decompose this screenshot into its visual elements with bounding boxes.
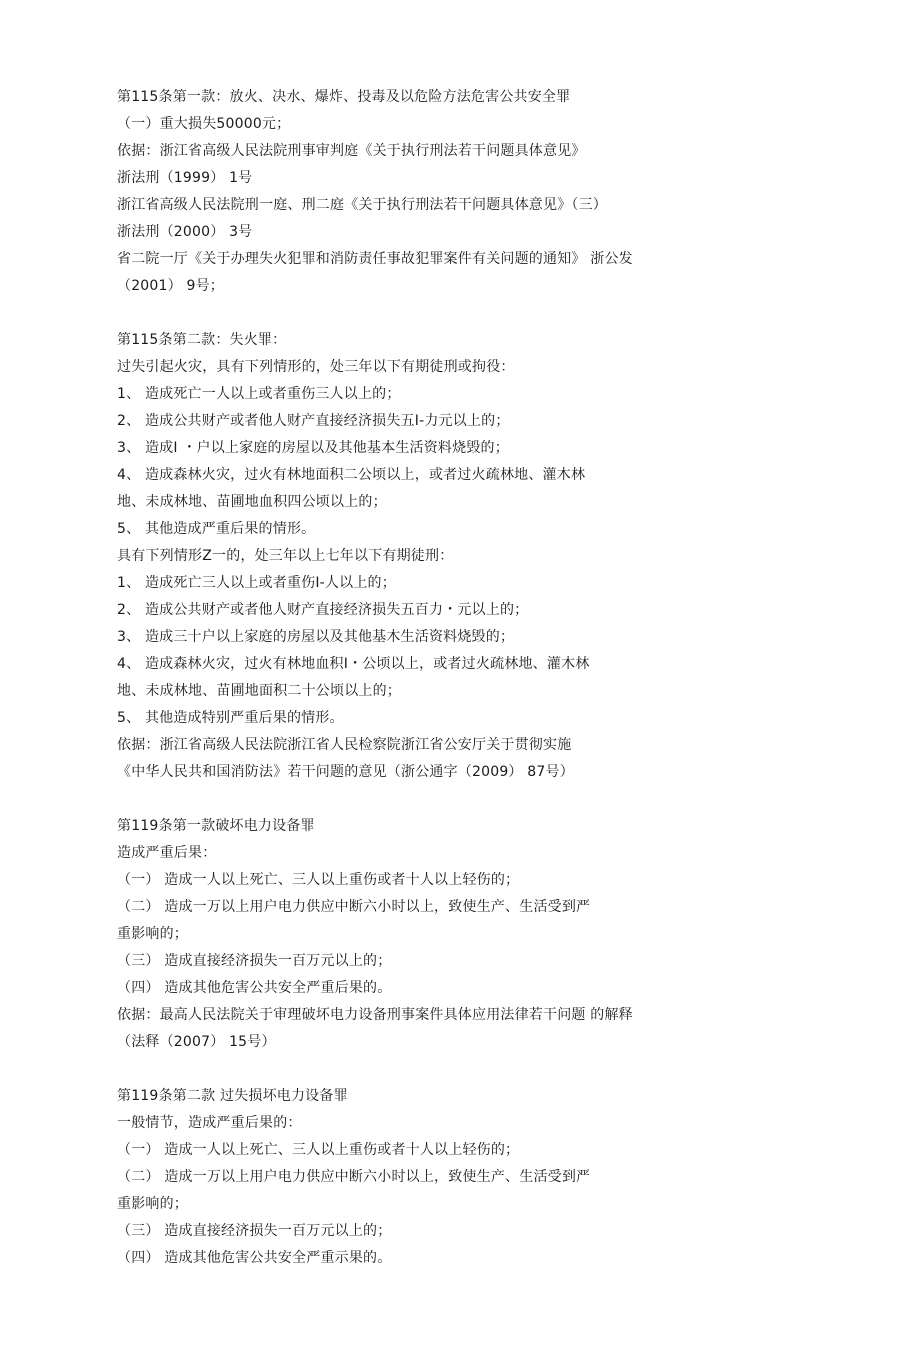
section-article-119-2 — [117, 1083, 797, 1272]
section-heading: 第115条第一款：放火、决水、爆炸、投毒及以危险方法危害公共安全罪 — [117, 89, 571, 105]
text-line: 5、 其他造成严重后果的情形。 — [117, 521, 316, 537]
paragraph-gap — [117, 786, 797, 813]
text-line: 3、 造成I ・户以上家庭的房屋以及其他基本生活资料烧毁的； — [117, 440, 509, 456]
text-line: 依据：最高人民法院关于审理破坏电力设备刑事案件具体应用法律若干问题 的解释 — [117, 1007, 633, 1023]
text-line: （三） 造成直接经济损失一百万元以上的； — [117, 1223, 392, 1239]
paragraph-gap — [117, 1056, 797, 1083]
text-line: 4、 造成森林火灾，过火有林地面积二公顷以上，或者过火疏林地、灌木林 — [117, 467, 586, 483]
text-line: 3、 造成三十户以上家庭的房屋以及其他基木生活资料烧毁的； — [117, 629, 515, 645]
text-line: （一）重大损失50000元； — [117, 116, 291, 132]
text-line: （法释（2007） 15号） — [117, 1034, 276, 1050]
text-line: 浙江省高级人民法院刑一庭、刑二庭《关于执行刑法若干问题具体意见》（三） — [117, 197, 607, 213]
text-line: 浙法刑（1999） 1号 — [117, 170, 253, 186]
text-line: （二） 造成一万以上用户电力供应中断六小时以上，致使生产、生活受到严 — [117, 1169, 591, 1185]
section-article-115-2 — [117, 327, 797, 786]
text-line: （二） 造成一万以上用户电力供应中断六小时以上，致使生产、生活受到严 — [117, 899, 591, 915]
text-line: 地、未成林地、苗圃地面积二十公顷以上的； — [117, 683, 401, 699]
section-article-115-1 — [117, 84, 797, 300]
text-line: 1、 造成死亡三人以上或者重伤I-人以上的； — [117, 575, 396, 591]
section-article-119-1 — [117, 813, 797, 1056]
text-line: 4、 造成森林火灾，过火有林地血积I・公顷以上，或者过火疏林地、灌木林 — [117, 656, 590, 672]
text-line: （一） 造成一人以上死亡、三人以上重伤或者十人以上轻伤的； — [117, 1142, 520, 1158]
text-line: 依据：浙江省高级人民法院浙江省人民检察院浙江省公安厅关于贯彻实施 — [117, 737, 572, 753]
text-line: （四） 造成其他危害公共安全严重示果的。 — [117, 1250, 392, 1266]
text-line: 浙法刑（2000） 3号 — [117, 224, 253, 240]
text-line: 省二院一厅《关于办理失火犯罪和消防责任事故犯罪案件有关问题的通知》 浙公发 — [117, 251, 633, 267]
text-line: 重影响的； — [117, 926, 188, 942]
document-page — [117, 84, 797, 1272]
text-line: 地、未成林地、苗圃地血积四公顷以上的； — [117, 494, 387, 510]
text-line: 2、 造成公共财产或者他人财产直接经济损失五百力・元以上的； — [117, 602, 529, 618]
text-line: 具有下列情形Z一的，处三年以上七年以下有期徒刑： — [117, 548, 454, 564]
text-line: （2001） 9号； — [117, 278, 224, 294]
text-line: （一） 造成一人以上死亡、三人以上重伤或者十人以上轻伤的； — [117, 872, 520, 888]
section-heading: 第119条第二款 过失损坏电力设备罪 — [117, 1088, 348, 1104]
text-line: 《中华人民共和国消防法》若干问题的意见（浙公通字（2009） 87号） — [117, 764, 574, 780]
section-heading: 第115条第二款：失火罪： — [117, 332, 287, 348]
text-line: 1、 造成死亡一人以上或者重伤三人以上的； — [117, 386, 401, 402]
text-line: 造成严重后果： — [117, 845, 217, 861]
text-line: 依据：浙江省高级人民法院刑事审判庭《关于执行刑法若干问题具体意见》 — [117, 143, 586, 159]
paragraph-gap — [117, 300, 797, 327]
section-heading: 第119条第一款破坏电力设备罪 — [117, 818, 315, 834]
text-line: 5、 其他造成特别严重后果的情形。 — [117, 710, 344, 726]
text-line: 2、 造成公共财产或者他人财产直接经济损失五I-力元以上的； — [117, 413, 510, 429]
text-line: 过失引起火灾，具有下列情形的，处三年以下有期徒刑或拘役： — [117, 359, 515, 375]
text-line: （三） 造成直接经济损失一百万元以上的； — [117, 953, 392, 969]
text-line: 一般情节，造成严重后果的： — [117, 1115, 302, 1131]
text-line: （四） 造成其他危害公共安全严重后果的。 — [117, 980, 392, 996]
text-line: 重影响的； — [117, 1196, 188, 1212]
